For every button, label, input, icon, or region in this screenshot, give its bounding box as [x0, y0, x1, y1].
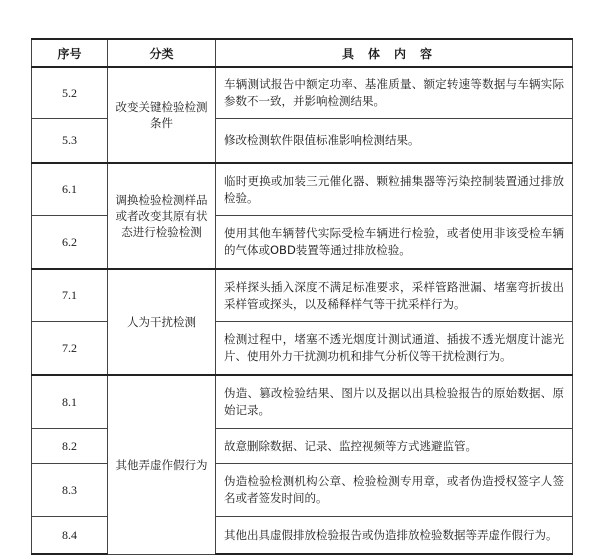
- table-row: [32, 163, 573, 216]
- row-content: 车辆测试报告中额定功率、基准质量、额定转速等数据与车辆实际参数不一致，并影响检测结果。: [216, 67, 573, 119]
- row-number: 8.1: [32, 375, 108, 429]
- category-cell: 人为干扰检测: [108, 269, 216, 375]
- row-content: 伪造、篡改检验结果、图片以及据以出具检验报告的原始数据、原始记录。: [216, 375, 573, 429]
- row-content: 其他出具虚假排放检验报告或伪造排放检验数据等弄虚作假行为。: [216, 517, 573, 555]
- row-number: 8.2: [32, 429, 108, 464]
- header-category: 分类: [108, 39, 216, 67]
- table-row: [32, 375, 573, 429]
- row-content: 伪造检验检测机构公章、检验检测专用章，或者伪造授权签字人签名或者签发时间的。: [216, 464, 573, 517]
- row-number: 5.2: [32, 67, 108, 119]
- row-content: 采样探头插入深度不满足标准要求，采样管路泄漏、堵塞弯折拔出采样管或探头，以及稀释样气等干扰采样行为。: [216, 269, 573, 322]
- row-content: 检测过程中，堵塞不透光烟度计测试通道、插拔不透光烟度计滤光片、使用外力干扰测功机和排气分析仪等干扰检测行为。: [216, 322, 573, 376]
- row-number: 7.1: [32, 269, 108, 322]
- row-number: 8.3: [32, 464, 108, 517]
- row-content: 修改检测软件限值标准影响检测结果。: [216, 119, 573, 164]
- row-content: 使用其他车辆替代实际受检车辆进行检验，或者使用非该受检车辆的气体或OBD装置等通过排放检验。: [216, 216, 573, 270]
- table-row: [32, 67, 573, 119]
- row-number: 6.1: [32, 163, 108, 216]
- header-serial-number: 序号: [32, 39, 108, 67]
- row-number: 6.2: [32, 216, 108, 270]
- category-cell: 其他弄虚作假行为: [108, 375, 216, 554]
- category-cell: 调换检验检测样品或者改变其原有状态进行检验检测: [108, 163, 216, 269]
- row-number: 7.2: [32, 322, 108, 376]
- regulation-table: [31, 38, 573, 555]
- row-number: 8.4: [32, 517, 108, 555]
- header-content: 具体内容: [216, 39, 573, 67]
- row-content: 故意删除数据、记录、监控视频等方式逃避监管。: [216, 429, 573, 464]
- category-cell: 改变关键检验检测条件: [108, 67, 216, 163]
- table-row: [32, 269, 573, 322]
- row-number: 5.3: [32, 119, 108, 164]
- table-header-row: [32, 39, 573, 67]
- row-content: 临时更换或加装三元催化器、颗粒捕集器等污染控制装置通过排放检验。: [216, 163, 573, 216]
